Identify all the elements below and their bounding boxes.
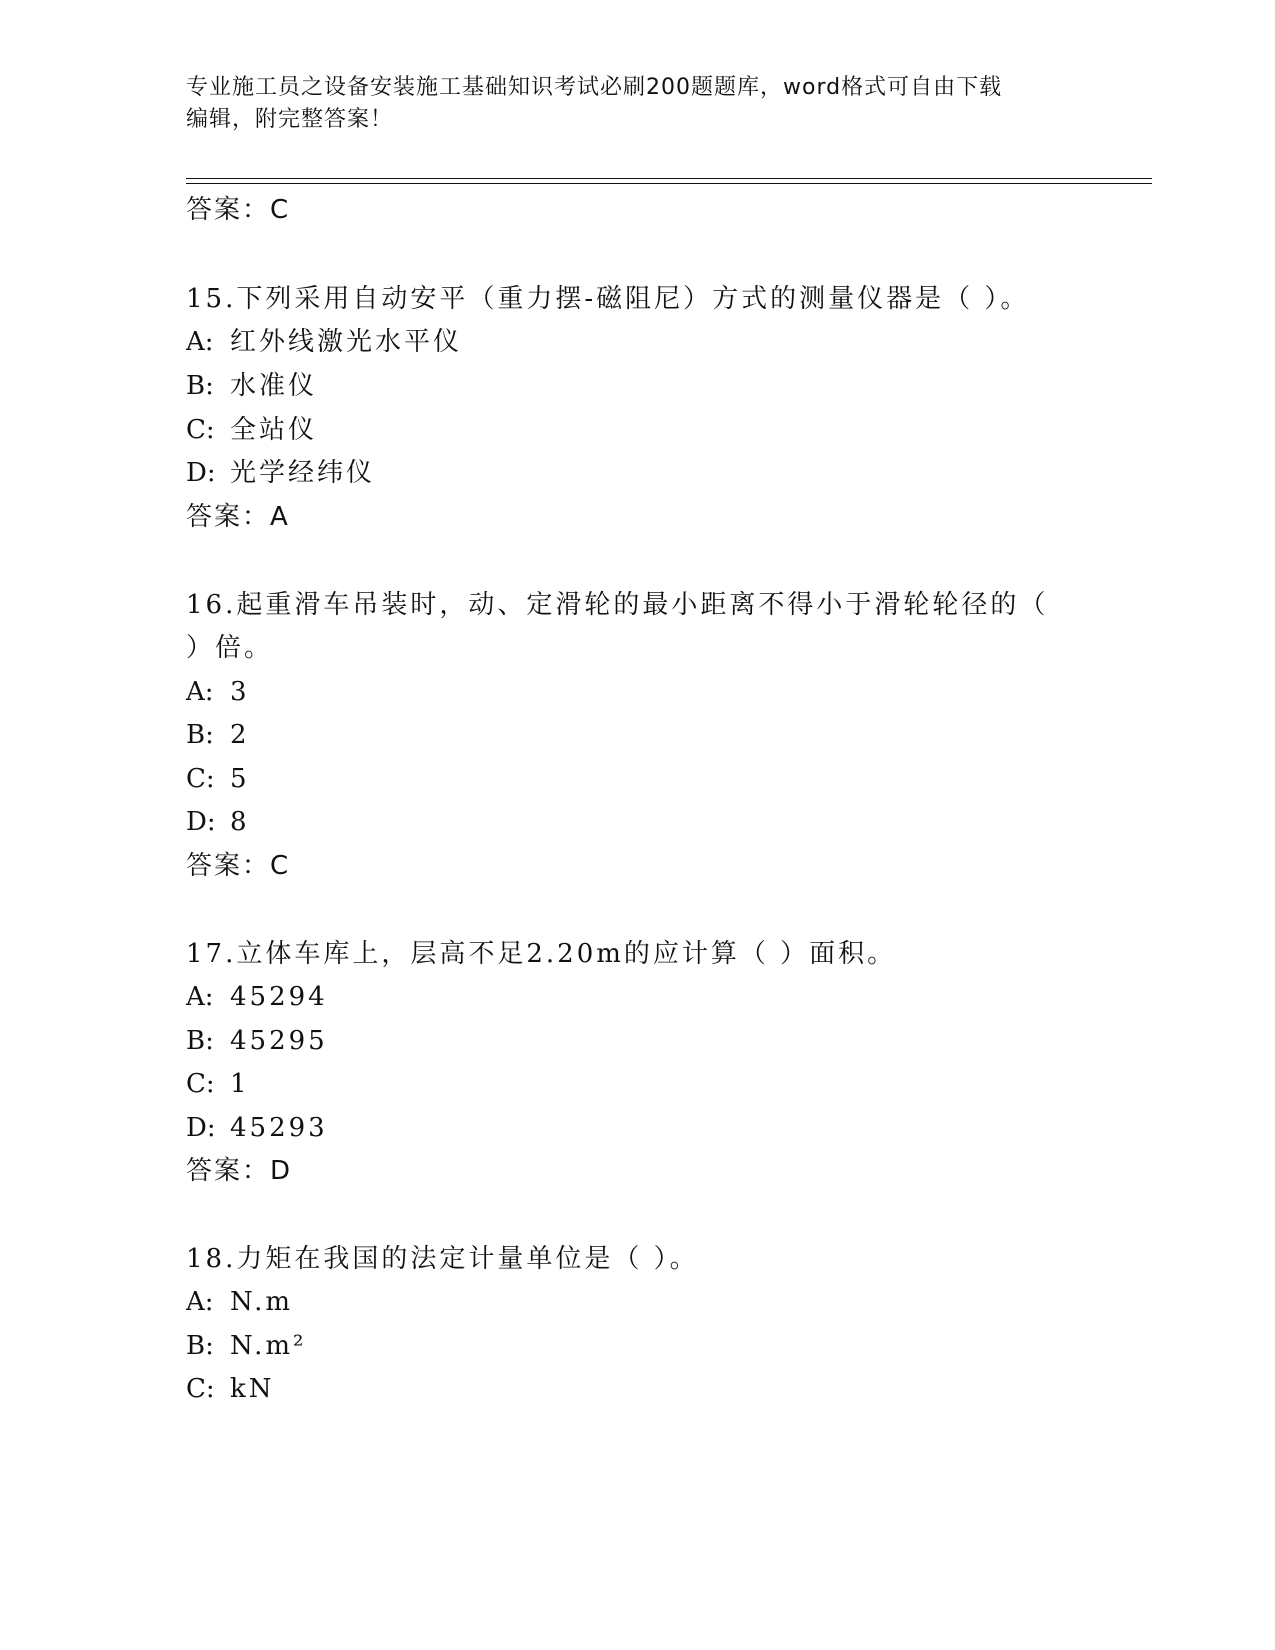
question-18-stem: 18.力矩在我国的法定计量单位是（ ）。 (186, 1244, 699, 1274)
answer-previous: 答案：C (186, 195, 291, 225)
option-text: 8 (230, 807, 250, 837)
question-18-option-b (186, 1326, 306, 1366)
option-label: A: (186, 327, 214, 357)
question-16-option-a (186, 672, 250, 712)
option-label: D: (186, 458, 216, 488)
question-16-stem-line-2: ）倍。 (186, 633, 274, 663)
option-text: 全站仪 (230, 415, 318, 445)
question-15-option-d (186, 453, 375, 493)
option-text: 2 (230, 720, 250, 750)
question-15-stem: 15.下列采用自动安平（重力摆-磁阻尼）方式的测量仪器是（ ）。 (186, 284, 1030, 314)
question-18-option-a (186, 1282, 293, 1322)
option-text: 45295 (230, 1026, 328, 1056)
question-17-stem: 17.立体车库上，层高不足2.20m的应计算（ ）面积。 (186, 939, 897, 969)
header-divider-bottom (186, 183, 1152, 184)
option-label: A: (186, 1287, 214, 1317)
question-17-option-c (186, 1064, 250, 1104)
option-text: 水准仪 (230, 371, 318, 401)
question-15-option-b (186, 366, 317, 406)
option-label: C: (186, 415, 215, 445)
option-label: A: (186, 677, 214, 707)
option-label: C: (186, 1374, 215, 1404)
option-label: B: (186, 371, 214, 401)
option-label: B: (186, 1331, 214, 1361)
document-header (186, 72, 1086, 136)
option-text: 45294 (230, 982, 328, 1012)
option-label: B: (186, 720, 214, 750)
question-16-stem-line-1: 16.起重滑车吊装时，动、定滑轮的最小距离不得小于滑轮轮径的（ (186, 590, 1049, 620)
option-text: N.m² (230, 1331, 307, 1361)
question-15-answer: 答案：A (186, 502, 290, 532)
question-17-option-d (186, 1108, 328, 1148)
question-16-option-d (186, 802, 250, 842)
option-label: D: (186, 1113, 216, 1143)
header-title-line-1: 专业施工员之设备安装施工基础知识考试必刷200题题库，word格式可自由下载 (186, 75, 1003, 100)
question-17-option-a (186, 977, 328, 1017)
option-text: 3 (230, 677, 250, 707)
question-17-option-b (186, 1021, 328, 1061)
option-text: 1 (230, 1069, 250, 1099)
option-label: C: (186, 1069, 215, 1099)
option-label: A: (186, 982, 214, 1012)
option-label: D: (186, 807, 216, 837)
question-16-answer: 答案：C (186, 851, 291, 881)
option-text: N.m (230, 1287, 294, 1317)
header-divider-top (186, 178, 1152, 179)
question-17-answer: 答案：D (186, 1156, 293, 1186)
question-18-option-c (186, 1369, 275, 1409)
option-text: kN (230, 1374, 275, 1404)
option-text: 红外线激光水平仪 (230, 327, 463, 357)
question-16-option-c (186, 759, 250, 799)
option-text: 光学经纬仪 (230, 458, 376, 488)
question-15-option-c (186, 410, 317, 450)
option-label: C: (186, 764, 215, 794)
option-text: 45293 (230, 1113, 328, 1143)
option-text: 5 (230, 764, 250, 794)
option-label: B: (186, 1026, 214, 1056)
header-title-line-2: 编辑，附完整答案！ (186, 107, 394, 132)
question-16-option-b (186, 715, 250, 755)
question-15-option-a (186, 322, 462, 362)
